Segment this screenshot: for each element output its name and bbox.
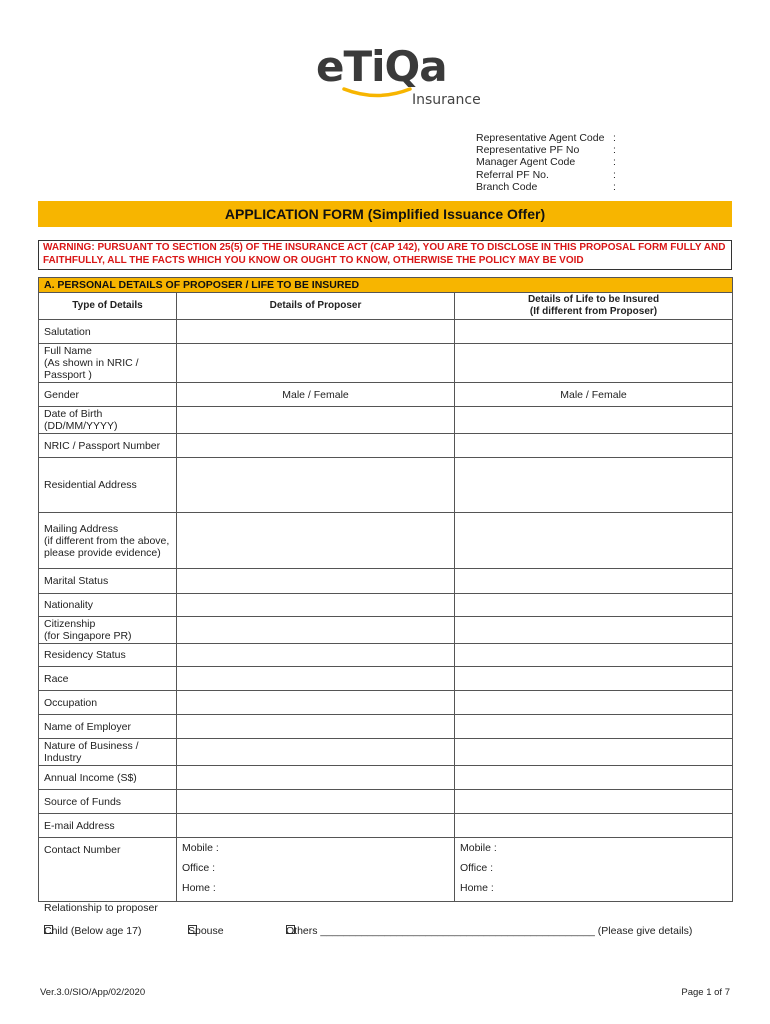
row-label-marital-status: Marital Status <box>39 569 177 594</box>
row-label-nationality: Nationality <box>39 594 177 617</box>
proposer-residency-status-field[interactable] <box>177 644 455 667</box>
table-row <box>39 715 733 739</box>
row-label-full-name <box>39 344 177 383</box>
insured-nationality-field[interactable] <box>455 594 733 617</box>
table-row <box>39 814 733 838</box>
row-label-citizenship <box>39 617 177 644</box>
proposer-email-field[interactable] <box>177 814 455 838</box>
agent-field-label: Referral PF No. <box>476 168 549 181</box>
version-code: Ver.3.0/SIO/App/02/2020 <box>40 987 146 998</box>
table-header-row <box>39 293 733 320</box>
insured-dob-field[interactable] <box>455 407 733 434</box>
table-row <box>39 617 733 644</box>
logo-subtitle: Insurance <box>412 92 481 108</box>
proposer-race-field[interactable] <box>177 667 455 691</box>
form-title: APPLICATION FORM (Simplified Issuance Offer) <box>38 201 732 227</box>
section-a-title: A. PERSONAL DETAILS OF PROPOSER / LIFE TO BE INSURED <box>39 278 733 293</box>
option-label: Child (Below age 17) <box>44 925 142 937</box>
proposer-business-field[interactable] <box>177 739 455 766</box>
row-label-annual-income: Annual Income (S$) <box>39 766 177 790</box>
label-line: Nature of Business / <box>44 740 139 752</box>
personal-details-table <box>38 277 733 902</box>
relationship-label: Relationship to proposer <box>44 902 158 914</box>
proposer-nric-field[interactable] <box>177 434 455 458</box>
table-row <box>39 434 733 458</box>
table-row <box>39 458 733 513</box>
row-label-residency-status: Residency Status <box>39 644 177 667</box>
proposer-contact-field <box>177 838 455 902</box>
insured-salutation-field[interactable] <box>455 320 733 344</box>
agent-row <box>476 132 621 144</box>
row-label-employer: Name of Employer <box>39 715 177 739</box>
agent-field-sep: : <box>613 168 616 181</box>
table-row <box>39 569 733 594</box>
row-label-occupation: Occupation <box>39 691 177 715</box>
table-row <box>39 594 733 617</box>
proposer-funds-field[interactable] <box>177 790 455 814</box>
insured-gender-field[interactable]: Male / Female <box>455 383 733 407</box>
row-label-residential-address: Residential Address <box>39 458 177 513</box>
row-label-nature-of-business <box>39 739 177 766</box>
agent-row <box>476 169 621 181</box>
proposer-employer-field[interactable] <box>177 715 455 739</box>
label-line: please provide evidence) <box>44 546 161 559</box>
label-line: Citizenship <box>44 618 96 630</box>
proposer-office-field[interactable]: Office : <box>182 862 216 874</box>
table-row <box>39 790 733 814</box>
proposer-home-field[interactable]: Home : <box>182 882 216 894</box>
insured-business-field[interactable] <box>455 739 733 766</box>
label-line: (DD/MM/YYYY) <box>44 420 118 432</box>
agent-field-sep: : <box>613 180 616 193</box>
table-row <box>39 644 733 667</box>
insured-mobile-field[interactable]: Mobile : <box>460 842 497 854</box>
row-label-nric: NRIC / Passport Number <box>39 434 177 458</box>
row-label-salutation: Salutation <box>39 320 177 344</box>
agent-info-block <box>476 132 621 193</box>
table-row <box>39 320 733 344</box>
row-label-email: E-mail Address <box>39 814 177 838</box>
section-a-header <box>39 278 733 293</box>
table-row <box>39 383 733 407</box>
logo-smile-icon <box>342 86 412 100</box>
col-details-of-proposer: Details of Proposer <box>177 293 455 320</box>
proposer-occupation-field[interactable] <box>177 691 455 715</box>
option-label: Others _______________________________________________ (Please give details) <box>286 925 693 937</box>
table-row <box>39 766 733 790</box>
label-line: Passport ) <box>44 369 92 381</box>
row-label-dob <box>39 407 177 434</box>
proposer-gender-field[interactable]: Male / Female <box>177 383 455 407</box>
insured-marital-status-field[interactable] <box>455 569 733 594</box>
table-row <box>39 667 733 691</box>
agent-field-sep: : <box>613 144 616 157</box>
insured-funds-field[interactable] <box>455 790 733 814</box>
insured-residency-status-field[interactable] <box>455 644 733 667</box>
proposer-marital-status-field[interactable] <box>177 569 455 594</box>
insured-citizenship-field[interactable] <box>455 617 733 644</box>
row-label-gender: Gender <box>39 383 177 407</box>
table-row <box>39 407 733 434</box>
label-line: Date of Birth <box>44 408 103 420</box>
page-number: Page 1 of 7 <box>681 987 730 998</box>
agent-field-label: Representative PF No <box>476 144 580 157</box>
agent-row <box>476 144 621 156</box>
row-label-source-of-funds: Source of Funds <box>39 790 177 814</box>
agent-field-label: Branch Code <box>476 180 538 193</box>
proposer-dob-field[interactable] <box>177 407 455 434</box>
label-line: Full Name <box>44 345 92 357</box>
proposer-salutation-field[interactable] <box>177 320 455 344</box>
table-row <box>39 513 733 569</box>
agent-field-label: Representative Agent Code <box>476 132 605 144</box>
agent-row <box>476 181 621 193</box>
col3-line2: (If different from Proposer) <box>529 306 658 317</box>
insured-email-field[interactable] <box>455 814 733 838</box>
table-row <box>39 691 733 715</box>
proposer-citizenship-field[interactable] <box>177 617 455 644</box>
label-line: Industry <box>44 752 82 764</box>
insured-occupation-field[interactable] <box>455 691 733 715</box>
label-line: (if different from the above, <box>44 534 170 547</box>
proposer-income-field[interactable] <box>177 766 455 790</box>
logo-wordmark: eTiQa <box>316 42 447 91</box>
table-row <box>39 838 733 902</box>
proposer-full-name-field[interactable] <box>177 344 455 383</box>
proposer-nationality-field[interactable] <box>177 594 455 617</box>
row-label-race: Race <box>39 667 177 691</box>
insured-residential-address-field[interactable] <box>455 458 733 513</box>
proposer-mobile-field[interactable]: Mobile : <box>182 842 219 854</box>
insured-mailing-address-field[interactable] <box>455 513 733 569</box>
insured-office-field[interactable]: Office : <box>460 862 494 874</box>
col-details-of-life-insured <box>455 293 733 320</box>
insured-full-name-field[interactable] <box>455 344 733 383</box>
table-row <box>39 739 733 766</box>
row-label-contact-number: Contact Number <box>39 838 177 902</box>
insured-nric-field[interactable] <box>455 434 733 458</box>
agent-field-sep: : <box>613 132 616 144</box>
insured-home-field[interactable]: Home : <box>460 882 494 894</box>
agent-field-label: Manager Agent Code <box>476 156 576 169</box>
option-label: Spouse <box>188 925 224 937</box>
col3-line1: Details of Life to be Insured <box>527 294 660 305</box>
label-line: (for Singapore PR) <box>44 630 132 642</box>
label-line: (As shown in NRIC / <box>44 357 139 369</box>
proposer-residential-address-field[interactable] <box>177 458 455 513</box>
row-label-mailing-address <box>39 513 177 569</box>
col-type-of-details: Type of Details <box>39 293 177 320</box>
insured-income-field[interactable] <box>455 766 733 790</box>
insured-race-field[interactable] <box>455 667 733 691</box>
warning-notice: WARNING: PURSUANT TO SECTION 25(5) OF THE INSURANCE ACT (CAP 142), YOU ARE TO DISCLOSE IN THIS PROPOSAL FORM FULLY AND FAITHFULLY, ALL THE FACTS WHICH YOU KNOW OR OUGHT TO KNOW, OTHERWISE THE POLICY MAY BE VOID <box>38 240 732 270</box>
table-row <box>39 344 733 383</box>
insured-employer-field[interactable] <box>455 715 733 739</box>
label-line: Mailing Address <box>44 522 119 535</box>
agent-row <box>476 156 621 168</box>
insured-contact-field <box>455 838 733 902</box>
proposer-mailing-address-field[interactable] <box>177 513 455 569</box>
etiqa-logo <box>316 42 486 114</box>
agent-field-sep: : <box>613 156 616 169</box>
